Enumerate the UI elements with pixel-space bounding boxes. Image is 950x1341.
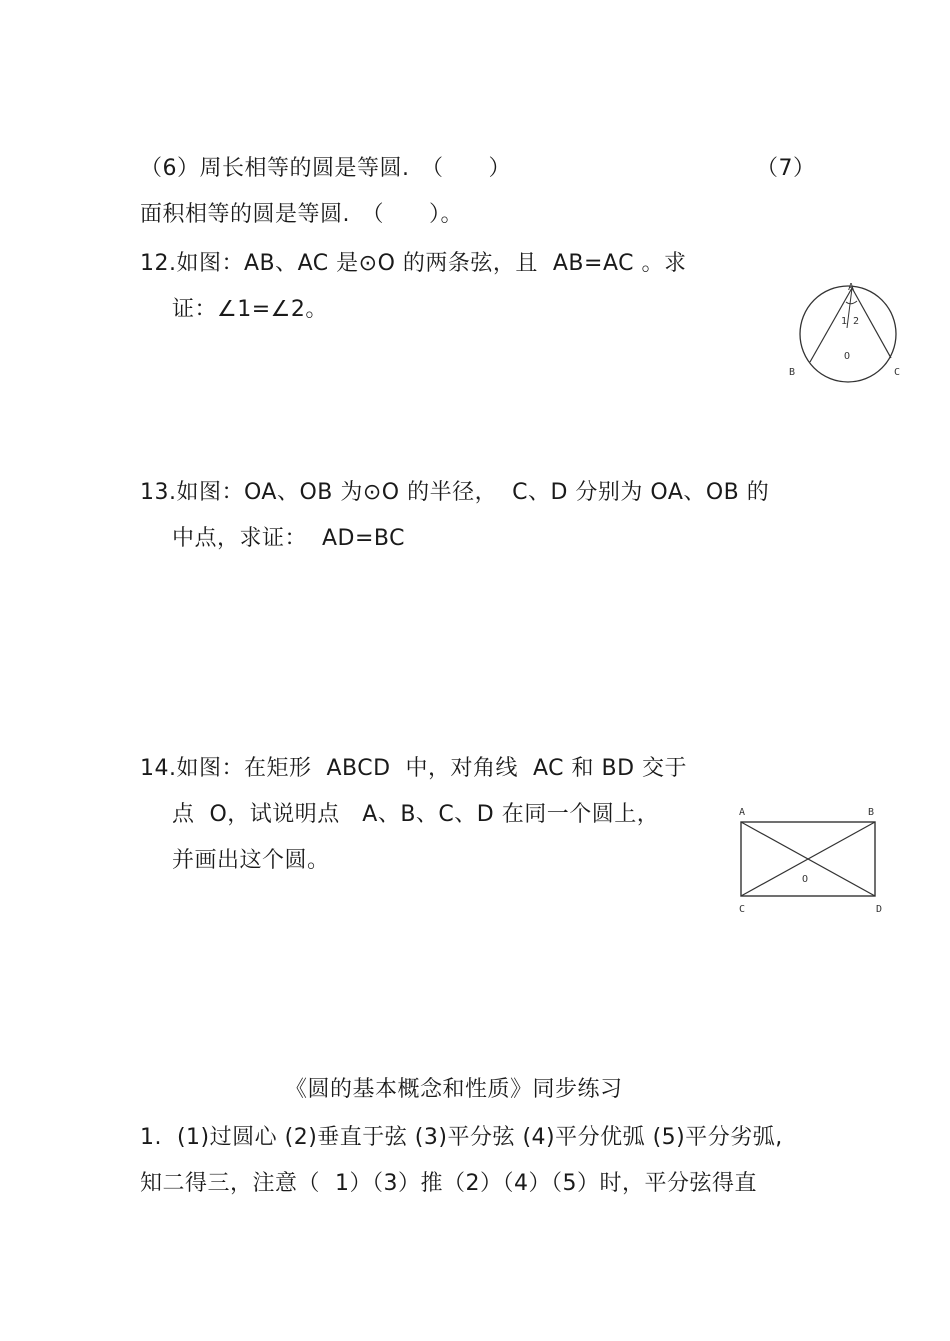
label-o: O [802,874,809,885]
q11-line1-left: （6）周长相等的圆是等圆. （ ） [140,156,511,181]
angle-arc [846,301,857,304]
label-a: A [848,282,855,293]
q11-line2: 面积相等的圆是等圆. （ ）。 [140,202,463,227]
label-b: B [868,807,875,818]
answers-title: 《圆的基本概念和性质》同步练习 [285,1077,623,1102]
q13-line2: 中点，求证： AD=BC [172,526,405,551]
q12-circle-figure [780,278,900,390]
label-angle-2: 2 [853,316,860,327]
q12-line1: 12.如图：AB、AC 是⊙O 的两条弦，且 AB=AC 。求 [140,251,687,276]
q14-rectangle-figure [725,800,895,922]
label-d: D [876,904,883,915]
q12-line2: 证：∠1=∠2。 [172,297,328,322]
label-b: B [789,367,796,378]
circle-o [800,286,896,382]
q13-line1: 13.如图：OA、OB 为⊙O 的半径， C、D 分别为 OA、OB 的 [140,480,770,505]
label-a: A [739,807,746,818]
answers-line1: 1. (1)过圆心 (2)垂直于弦 (3)平分弦 (4)平分优弧 (5)平分劣弧, [140,1125,783,1150]
label-o: O [844,351,851,362]
label-c: C [894,367,900,378]
q11-line1-right: （7） [756,156,816,181]
label-angle-1: 1 [841,316,848,327]
label-c: C [739,904,746,915]
q14-line2: 点 O，试说明点 A、B、C、D 在同一个圆上， [172,802,660,827]
segment-ao [847,288,852,328]
q14-line3: 并画出这个圆。 [172,848,330,873]
answers-line2: 知二得三，注意（ 1）（3）推（2）（4）（5）时，平分弦得直 [140,1171,757,1196]
q14-line1: 14.如图：在矩形 ABCD 中，对角线 AC 和 BD 交于 [140,756,688,781]
